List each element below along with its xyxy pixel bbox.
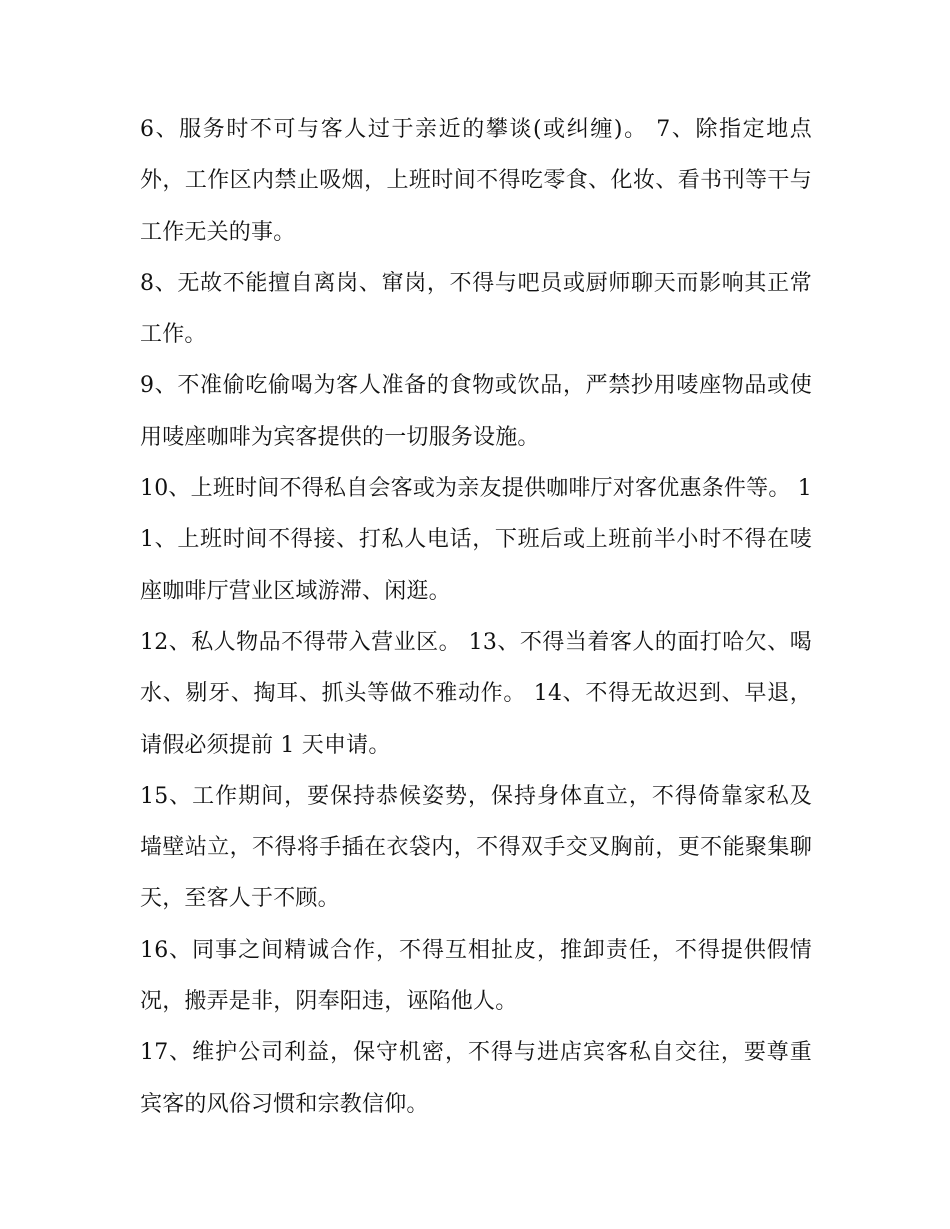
document-body	[140, 104, 812, 1130]
rule-paragraph-16: 16、同事之间精诚合作，不得互相扯皮，推卸责任，不得提供假情况，搬弄是非，阴奉阳违，诬陷他人。	[140, 937, 812, 1015]
rule-paragraph-10-11: 10、上班时间不得私自会客或为亲友提供咖啡厅对客优惠条件等。 11、上班时间不得接、打私人电话，下班后或上班前半小时不得在唛座咖啡厅营业区域游滞、闲逛。	[140, 476, 812, 604]
rule-paragraph-6-7: 6、服务时不可与客人过于亲近的攀谈(或纠缠)。 7、除指定地点外，工作区内禁止吸烟，上班时间不得吃零食、化妆、看书刊等干与工作无关的事。	[140, 117, 812, 245]
rule-paragraph-17: 17、维护公司利益，保守机密，不得与进店宾客私自交往，要尊重宾客的风俗习惯和宗教信仰。	[140, 1040, 812, 1117]
rule-paragraph-8: 8、无故不能擅自离岗、窜岗，不得与吧员或厨师聊天而影响其正常工作。	[140, 270, 812, 348]
rule-paragraph-12-14: 12、私人物品不得带入营业区。 13、不得当着客人的面打哈欠、喝水、剔牙、掏耳、抓头等做不雅动作。 14、不得无故迟到、早退，请假必须提前 1 天申请。	[140, 629, 812, 758]
rule-paragraph-9: 9、不准偷吃偷喝为客人准备的食物或饮品，严禁抄用唛座物品或使用唛座咖啡为宾客提供的一切服务设施。	[140, 373, 812, 450]
rule-paragraph-15: 15、工作期间，要保持恭候姿势，保持身体直立，不得倚靠家私及墙壁站立，不得将手插在衣袋内，不得双手交叉胸前，更不能聚集聊天，至客人于不顾。	[140, 783, 812, 912]
